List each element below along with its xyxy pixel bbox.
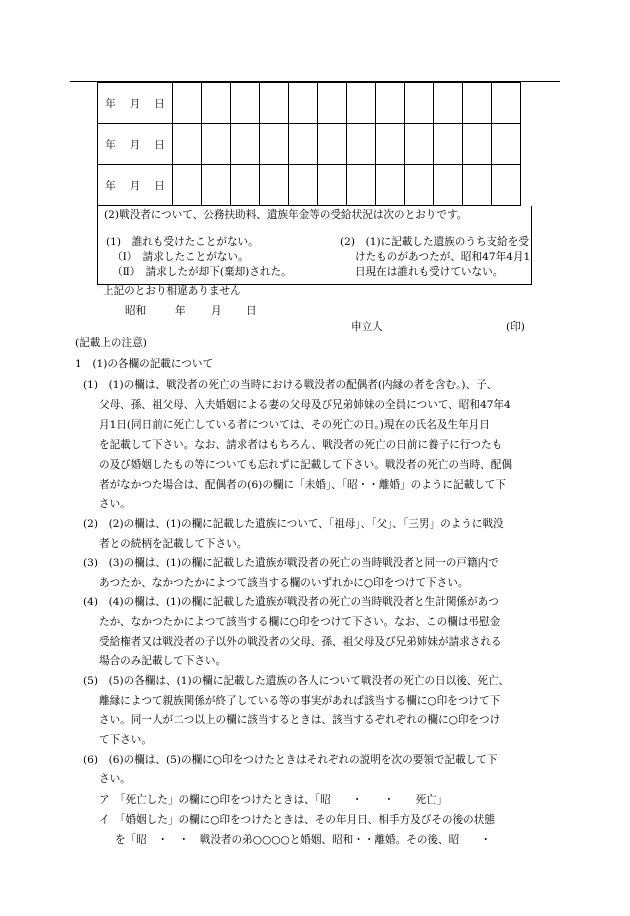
table-cell xyxy=(463,124,492,165)
table-cell xyxy=(202,83,231,124)
note-line: (3) (3)の欄は、(1)の欄に記載した遺族が戦没者の死亡の当時戦没者と同一の戸籍内で xyxy=(83,557,499,569)
option-1-ii: （Ⅱ） 請求したが却下(棄却)された。 xyxy=(112,266,292,278)
note-line: たか、なかつたかによつて該当する欄に○印をつけて下さい。なお、この欄は弔慰金 xyxy=(99,616,501,628)
note-line: (1) (1)の欄は、戦没者の死亡の当時における戦没者の配偶者(内縁の者を含む。)、子、 xyxy=(83,379,498,391)
option-2-line3: 日現在は誰れも受けていない。 xyxy=(355,266,504,278)
year-label: 年 xyxy=(105,97,116,110)
declaration-day: 日 xyxy=(246,305,257,317)
table-cell xyxy=(318,83,347,124)
note-line: さい。 xyxy=(99,498,131,510)
year-label: 年 xyxy=(105,179,116,192)
table-cell xyxy=(318,165,347,206)
month-label: 月 xyxy=(129,179,141,192)
declaration-era: 昭和 xyxy=(125,305,147,317)
month-label: 月 xyxy=(129,138,141,151)
year-label: 年 xyxy=(105,138,116,151)
option-2-line2: けたものがあつたが、昭和47年4月1 xyxy=(355,251,531,263)
table-cell xyxy=(231,83,260,124)
note-line: を記載して下さい。なお、請求者はもちろん、戦没者の死亡の日前に養子に行つたも xyxy=(99,439,503,451)
benefit-status-box xyxy=(97,206,532,285)
table-cell xyxy=(492,165,521,206)
table-cell xyxy=(434,124,463,165)
note-line: イ 「婚姻した」の欄に○印をつけたときは、その年月日、相手方及びその後の状態 xyxy=(99,814,495,826)
table-cell xyxy=(347,165,376,206)
table-cell xyxy=(202,165,231,206)
table-cell xyxy=(173,83,202,124)
status-heading: (2)戦没者について、公務扶助料、遺族年金等の受給状況は次のとおりです。 xyxy=(104,209,468,221)
note-line: 者がなかつた場合は、配偶者の(6)の欄に「未婚」、「昭・・離婚」のように記載して下 xyxy=(99,479,506,491)
option-1-i: （Ⅰ） 請求したことがない。 xyxy=(112,251,249,263)
table-row xyxy=(98,83,521,124)
table-cell xyxy=(173,124,202,165)
table-cell xyxy=(289,83,318,124)
day-label: 日 xyxy=(154,97,165,110)
month-label: 月 xyxy=(129,97,141,110)
note-line: を「昭 ・ ・ 戦没者の弟○○○○と婚姻、昭和・・離婚。その後、昭 ・ xyxy=(115,834,491,846)
day-label: 日 xyxy=(154,179,165,192)
note-line: 月1日(同日前に死亡している者については、その死亡の日。)現在の氏名及生年月日 xyxy=(99,419,490,431)
seal-mark: (印) xyxy=(506,321,525,333)
table-cell xyxy=(202,124,231,165)
note-line: あつたか、なかつたかによつて該当する欄のいずれかに○印をつけて下さい。 xyxy=(99,577,469,589)
note-line: 受給権者又は戦没者の子以外の戦没者の父母、孫、祖父母及び兄弟姉妹が請求される xyxy=(99,636,502,648)
table-cell xyxy=(405,83,434,124)
table-cell xyxy=(260,83,289,124)
table-cell xyxy=(289,165,318,206)
table-cell xyxy=(463,83,492,124)
table-cell xyxy=(260,124,289,165)
declaration-year: 年 xyxy=(175,305,186,317)
table-cell xyxy=(231,165,260,206)
table-cell xyxy=(318,124,347,165)
table-cell xyxy=(463,165,492,206)
date-cell xyxy=(98,165,173,206)
notes-title: (記載上の注意) xyxy=(75,337,147,349)
applicant-label: 申立人 xyxy=(351,321,383,333)
table-cell xyxy=(376,83,405,124)
note-line: (5) (5)の各欄は、(1)の欄に記載した遺族の各人について戦没者の死亡の日以後、死亡、 xyxy=(83,675,510,687)
table-cell xyxy=(231,124,260,165)
table-cell xyxy=(376,165,405,206)
note-line: の及び婚姻したもの等についても忘れずに記載して下さい。戦没者の死亡の当時、配偶 xyxy=(99,459,512,471)
table-cell xyxy=(492,83,521,124)
table-cell xyxy=(434,83,463,124)
table-cell xyxy=(173,165,202,206)
declaration-text: 上記のとおり相違ありません xyxy=(103,285,241,297)
option-2-line1: (2) (1)に記載した遺族のうち支給を受 xyxy=(340,236,529,248)
declaration-month: 月 xyxy=(211,305,222,317)
table-cell xyxy=(405,165,434,206)
option-1: (1) 誰れも受けたことがない。 xyxy=(106,236,259,248)
note-line: 者との続柄を記載して下さい。 xyxy=(99,538,248,550)
note-line: (2) (2)の欄は、(1)の欄に記載した遺族について、「祖母」、「父」、「三男」のように戦没 xyxy=(83,518,504,530)
note-line: 場合のみ記載して下さい。 xyxy=(99,655,227,667)
note-line: 離縁によつて親族関係が終了している等の事実があれば該当する欄に○印をつけて下 xyxy=(99,695,501,707)
table-cell xyxy=(347,83,376,124)
table-cell xyxy=(347,124,376,165)
note-line: ア 「死亡した」の欄に○印をつけたときは、「昭 ・ ・ 死亡」 xyxy=(99,794,448,806)
note-line: (6) (6)の欄は、(5)の欄に○印をつけたときはそれぞれの説明を次の要領で記載して下 xyxy=(83,754,498,766)
table-cell xyxy=(434,165,463,206)
table-cell xyxy=(260,165,289,206)
note-line: 父母、孫、祖父母、入夫婚姻による妻の父母及び兄弟姉妹の全員について、昭和47年4 xyxy=(99,399,511,411)
table-row xyxy=(98,124,521,165)
table-row xyxy=(98,165,521,206)
table-cell xyxy=(492,124,521,165)
family-table xyxy=(97,82,521,206)
day-label: 日 xyxy=(154,138,165,151)
notes-section-1: 1 (1)の各欄の記載について xyxy=(75,358,214,370)
table-cell xyxy=(376,124,405,165)
note-line: さい。 xyxy=(99,773,131,785)
note-line: さい。同一人が二つ以上の欄に該当するときは、該当するぞれぞれの欄に○印をつけ xyxy=(99,714,501,726)
table-cell xyxy=(289,124,318,165)
date-cell xyxy=(98,83,173,124)
table-cell xyxy=(405,124,434,165)
note-line: (4) (4)の欄は、(1)の欄に記載した遺族が戦没者の死亡の当時戦没者と生計関係があつ xyxy=(83,596,499,608)
date-cell xyxy=(98,124,173,165)
note-line: て下さい。 xyxy=(99,734,152,746)
